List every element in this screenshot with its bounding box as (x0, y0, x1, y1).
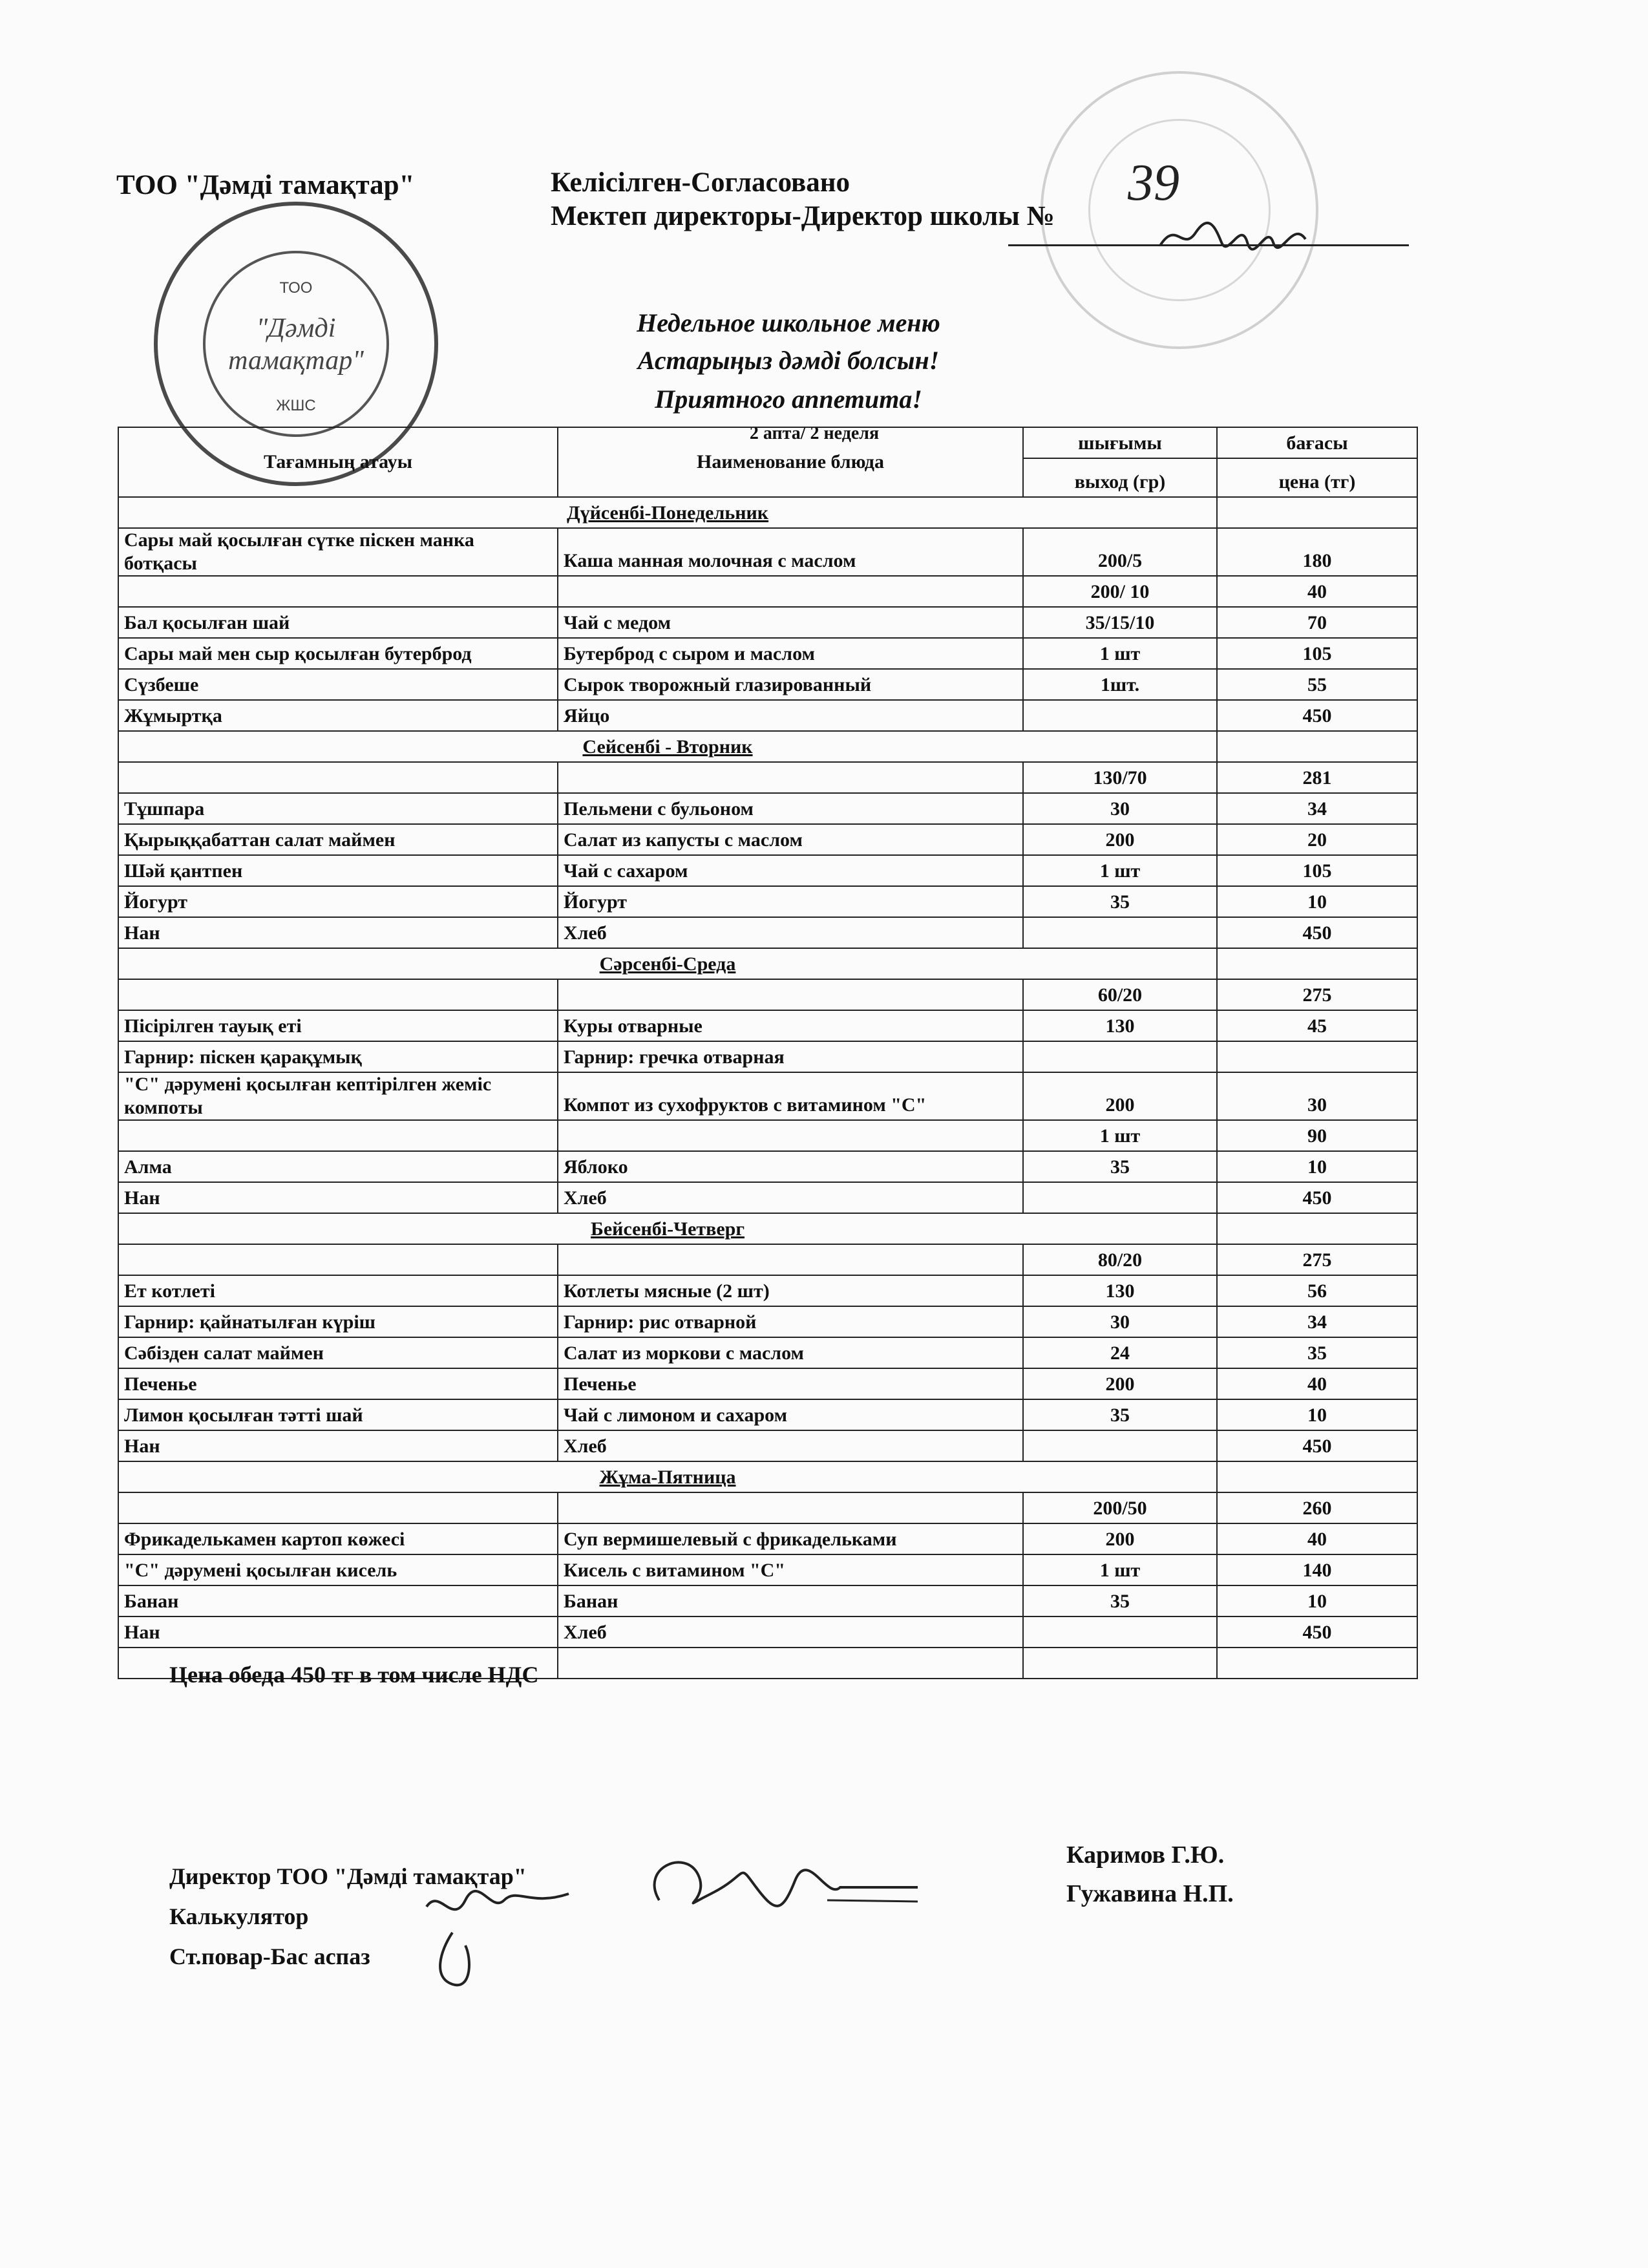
dish-name-kz: Жұмыртқа (118, 700, 558, 731)
table-row (118, 793, 1417, 824)
day-label: Сәрсенбі-Среда (118, 948, 1217, 979)
dish-yield: 200 (1023, 1523, 1217, 1554)
table-row (118, 1120, 1417, 1151)
table-row (118, 700, 1417, 731)
dish-name-ru: Хлеб (558, 1616, 1023, 1648)
dish-name-kz: Ет котлеті (118, 1275, 558, 1306)
director-line: Мектеп директоры-Директор школы № (551, 201, 1055, 231)
lunch-price-note: Цена обеда 450 тг в том числе НДС (169, 1662, 539, 1688)
dish-yield: 1шт. (1023, 669, 1217, 700)
dish-name-ru (558, 979, 1023, 1010)
dish-name-ru (558, 1120, 1023, 1151)
dish-price: 10 (1217, 1151, 1417, 1182)
dish-yield (1023, 1182, 1217, 1213)
dish-price: 10 (1217, 886, 1417, 917)
dish-name-ru (558, 1244, 1023, 1275)
table-row (118, 669, 1417, 700)
menu-title: Недельное школьное меню (637, 308, 940, 337)
dish-price: 450 (1217, 700, 1417, 731)
dish-name-kz: Бал қосылған шай (118, 607, 558, 638)
dish-price: 281 (1217, 762, 1417, 793)
director-signature-footer (633, 1842, 931, 1939)
dish-name-ru: Каша манная молочная с маслом (558, 528, 1023, 576)
table-row (118, 886, 1417, 917)
dish-yield: 35 (1023, 886, 1217, 917)
dish-price: 40 (1217, 576, 1417, 607)
dish-yield: 80/20 (1023, 1244, 1217, 1275)
dish-name-ru: Банан (558, 1585, 1023, 1616)
table-row (118, 1182, 1417, 1213)
dish-yield (1023, 917, 1217, 948)
menu-table (118, 427, 1418, 1679)
dish-price: 10 (1217, 1585, 1417, 1616)
dish-name-ru: Хлеб (558, 1182, 1023, 1213)
table-row (118, 1368, 1417, 1399)
header-yield-kz: шығымы (1023, 427, 1217, 458)
dish-yield: 35 (1023, 1399, 1217, 1430)
table-row (118, 1151, 1417, 1182)
table-row (118, 1306, 1417, 1337)
table-row (118, 576, 1417, 607)
dish-name-kz: Йогурт (118, 886, 558, 917)
dish-yield: 30 (1023, 1306, 1217, 1337)
dish-name-kz (118, 1244, 558, 1275)
dish-price: 105 (1217, 638, 1417, 669)
table-row (118, 1399, 1417, 1430)
table-row (118, 824, 1417, 855)
dish-name-ru: Суп вермишелевый с фрикадельками (558, 1523, 1023, 1554)
day-label: Жұма-Пятница (118, 1461, 1217, 1492)
header-name-kz: Тағамның атауы (118, 427, 558, 497)
dish-name-ru: Чай с сахаром (558, 855, 1023, 886)
dish-price: 180 (1217, 528, 1417, 576)
dish-name-ru: Гарнир: рис отварной (558, 1306, 1023, 1337)
dish-name-kz: Лимон қосылған тәтті шай (118, 1399, 558, 1430)
table-row (118, 855, 1417, 886)
dish-name-kz: Шәй қантпен (118, 855, 558, 886)
table-row (118, 1523, 1417, 1554)
dish-name-ru: Пельмени с бульоном (558, 793, 1023, 824)
header-name-ru: Наименование блюда (558, 427, 1023, 497)
dish-yield: 130/70 (1023, 762, 1217, 793)
dish-name-kz (118, 576, 558, 607)
dish-yield: 200/ 10 (1023, 576, 1217, 607)
dish-name-kz: Пісірілген тауық еті (118, 1010, 558, 1041)
director-name: Каримов Г.Ю. (1066, 1841, 1225, 1869)
dish-price: 450 (1217, 917, 1417, 948)
dish-price: 450 (1217, 1616, 1417, 1648)
director-label: Директор ТОО "Дәмді тамақтар" (169, 1863, 527, 1889)
dish-yield: 24 (1023, 1337, 1217, 1368)
dish-yield: 130 (1023, 1010, 1217, 1041)
dish-price: 55 (1217, 669, 1417, 700)
dish-price: 34 (1217, 1306, 1417, 1337)
dish-price: 35 (1217, 1337, 1417, 1368)
dish-name-kz: Сүзбеше (118, 669, 558, 700)
dish-yield: 1 шт (1023, 1120, 1217, 1151)
dish-name-ru: Сырок творожный глазированный (558, 669, 1023, 700)
school-number: 39 (1128, 154, 1179, 211)
dish-name-kz (118, 1492, 558, 1523)
dish-yield (1023, 1616, 1217, 1648)
dish-yield: 1 шт (1023, 638, 1217, 669)
day-row-empty (1217, 1213, 1417, 1244)
dish-price: 40 (1217, 1523, 1417, 1554)
dish-name-kz: Нан (118, 917, 558, 948)
calculator-name: Гужавина Н.П. (1066, 1880, 1234, 1907)
dish-price: 450 (1217, 1430, 1417, 1461)
dish-name-kz: Фрикаделькамен картоп көжесі (118, 1523, 558, 1554)
day-label: Сейсенбі - Вторник (118, 731, 1217, 762)
table-row (118, 979, 1417, 1010)
dish-name-ru: Салат из капусты с маслом (558, 824, 1023, 855)
day-label: Дүйсенбі-Понедельник (118, 497, 1217, 528)
dish-price: 45 (1217, 1010, 1417, 1041)
chef-label: Ст.повар-Бас аспаз (169, 1944, 370, 1969)
dish-name-kz (118, 1120, 558, 1151)
dish-name-kz: Гарнир: қайнатылған күріш (118, 1306, 558, 1337)
day-row (118, 731, 1417, 762)
table-row (118, 1041, 1417, 1072)
table-row (118, 1616, 1417, 1648)
dish-price: 10 (1217, 1399, 1417, 1430)
day-row-empty (1217, 497, 1417, 528)
dish-name-kz: Алма (118, 1151, 558, 1182)
stamp-text-too: ТОО (279, 279, 313, 297)
dish-price: 140 (1217, 1554, 1417, 1585)
dish-name-ru: Кисель с витамином "С" (558, 1554, 1023, 1585)
header-price-kz: бағасы (1217, 427, 1417, 458)
dish-yield: 200 (1023, 824, 1217, 855)
dish-name-ru: Куры отварные (558, 1010, 1023, 1041)
stamp-inner-ring (203, 251, 389, 437)
dish-name-kz: Банан (118, 1585, 558, 1616)
dish-name-kz: Сары май қосылған сүтке піскен манка ботқасы (118, 528, 558, 576)
dish-yield: 1 шт (1023, 1554, 1217, 1585)
dish-name-ru (558, 1492, 1023, 1523)
dish-name-kz: Тұшпара (118, 793, 558, 824)
calculator-signature (414, 1881, 582, 2004)
day-row-empty (1217, 731, 1417, 762)
dish-name-kz: Нан (118, 1616, 558, 1648)
dish-name-ru: Хлеб (558, 1430, 1023, 1461)
header-yield-ru: выход (гр) (1023, 458, 1217, 497)
dish-price: 90 (1217, 1120, 1417, 1151)
dish-price: 275 (1217, 979, 1417, 1010)
dish-yield (1023, 1041, 1217, 1072)
dish-name-ru (558, 576, 1023, 607)
dish-price: 34 (1217, 793, 1417, 824)
menu-greeting-ru: Приятного аппетита! (655, 385, 922, 414)
day-row (118, 948, 1417, 979)
day-row (118, 1213, 1417, 1244)
company-name: ТОО "Дәмді тамақтар" (116, 170, 415, 200)
stamp-text-jshs: ЖШС (276, 397, 316, 414)
dish-yield: 35/15/10 (1023, 607, 1217, 638)
table-row (118, 1554, 1417, 1585)
dish-price: 105 (1217, 855, 1417, 886)
table-row (118, 1585, 1417, 1616)
dish-price (1217, 1041, 1417, 1072)
dish-yield: 30 (1023, 793, 1217, 824)
dish-yield: 130 (1023, 1275, 1217, 1306)
dish-name-kz: "С" дәрумені қосылған кисель (118, 1554, 558, 1585)
dish-name-ru (558, 762, 1023, 793)
dish-name-ru: Котлеты мясные (2 шт) (558, 1275, 1023, 1306)
dish-price: 275 (1217, 1244, 1417, 1275)
menu-greeting-kz: Астарыңыз дәмді болсын! (637, 346, 940, 375)
table-row (118, 1430, 1417, 1461)
table-row (118, 1010, 1417, 1041)
dish-yield (1023, 700, 1217, 731)
dish-name-kz: Сары май мен сыр қосылған бутерброд (118, 638, 558, 669)
dish-yield: 35 (1023, 1151, 1217, 1182)
dish-price: 30 (1217, 1072, 1417, 1120)
table-row (118, 1337, 1417, 1368)
day-label: Бейсенбі-Четверг (118, 1213, 1217, 1244)
day-row-empty (1217, 948, 1417, 979)
dish-name-kz: Нан (118, 1182, 558, 1213)
dish-name-ru: Бутерброд с сыром и маслом (558, 638, 1023, 669)
dish-yield: 200 (1023, 1368, 1217, 1399)
table-row (118, 1072, 1417, 1120)
dish-yield: 200 (1023, 1072, 1217, 1120)
dish-name-kz: Сәбізден салат маймен (118, 1337, 558, 1368)
header-price-ru: цена (тг) (1217, 458, 1417, 497)
table-row (118, 1244, 1417, 1275)
agreed-label: Келісілген-Согласовано (551, 167, 850, 198)
dish-name-ru: Чай с лимоном и сахаром (558, 1399, 1023, 1430)
table-row (118, 528, 1417, 576)
dish-name-ru: Компот из сухофруктов с витамином "С" (558, 1072, 1023, 1120)
dish-yield: 60/20 (1023, 979, 1217, 1010)
director-signature (1157, 207, 1325, 259)
day-row (118, 1461, 1417, 1492)
dish-name-ru: Хлеб (558, 917, 1023, 948)
dish-name-ru: Салат из моркови с маслом (558, 1337, 1023, 1368)
dish-price: 40 (1217, 1368, 1417, 1399)
dish-yield: 200/50 (1023, 1492, 1217, 1523)
dish-name-ru: Яйцо (558, 700, 1023, 731)
dish-name-kz (118, 979, 558, 1010)
dish-price: 260 (1217, 1492, 1417, 1523)
dish-price (1217, 1648, 1417, 1679)
dish-yield: 200/5 (1023, 528, 1217, 576)
dish-name-kz: Гарнир: піскен қарақұмық (118, 1041, 558, 1072)
table-row (118, 762, 1417, 793)
dish-yield: 35 (1023, 1585, 1217, 1616)
dish-yield (1023, 1648, 1217, 1679)
dish-name-ru: Чай с медом (558, 607, 1023, 638)
table-row (118, 1275, 1417, 1306)
dish-name-ru: Гарнир: гречка отварная (558, 1041, 1023, 1072)
dish-price: 70 (1217, 607, 1417, 638)
table-row (118, 638, 1417, 669)
table-row (118, 917, 1417, 948)
day-row (118, 497, 1417, 528)
dish-yield: 1 шт (1023, 855, 1217, 886)
stamp-text-name2: тамақтар" (228, 346, 364, 376)
calculator-label: Калькулятор (169, 1903, 309, 1929)
dish-name-kz: Нан (118, 1430, 558, 1461)
dish-name-ru: Яблоко (558, 1151, 1023, 1182)
stamp-text-name1: "Дәмді (256, 313, 336, 343)
dish-name-kz (118, 762, 558, 793)
dish-price: 450 (1217, 1182, 1417, 1213)
table-row (118, 1492, 1417, 1523)
dish-yield (1023, 1430, 1217, 1461)
dish-name-ru (558, 1648, 1023, 1679)
week-label: 2 апта/ 2 неделя (749, 423, 880, 443)
dish-price: 20 (1217, 824, 1417, 855)
dish-name-ru: Йогурт (558, 886, 1023, 917)
dish-price: 56 (1217, 1275, 1417, 1306)
table-row (118, 607, 1417, 638)
dish-name-kz: Қырыққабаттан салат маймен (118, 824, 558, 855)
dish-name-ru: Печенье (558, 1368, 1023, 1399)
dish-name-kz: Печенье (118, 1368, 558, 1399)
dish-name-kz: "С" дәрумені қосылған кептірілген жеміс компоты (118, 1072, 558, 1120)
menu-body (118, 497, 1417, 1679)
day-row-empty (1217, 1461, 1417, 1492)
